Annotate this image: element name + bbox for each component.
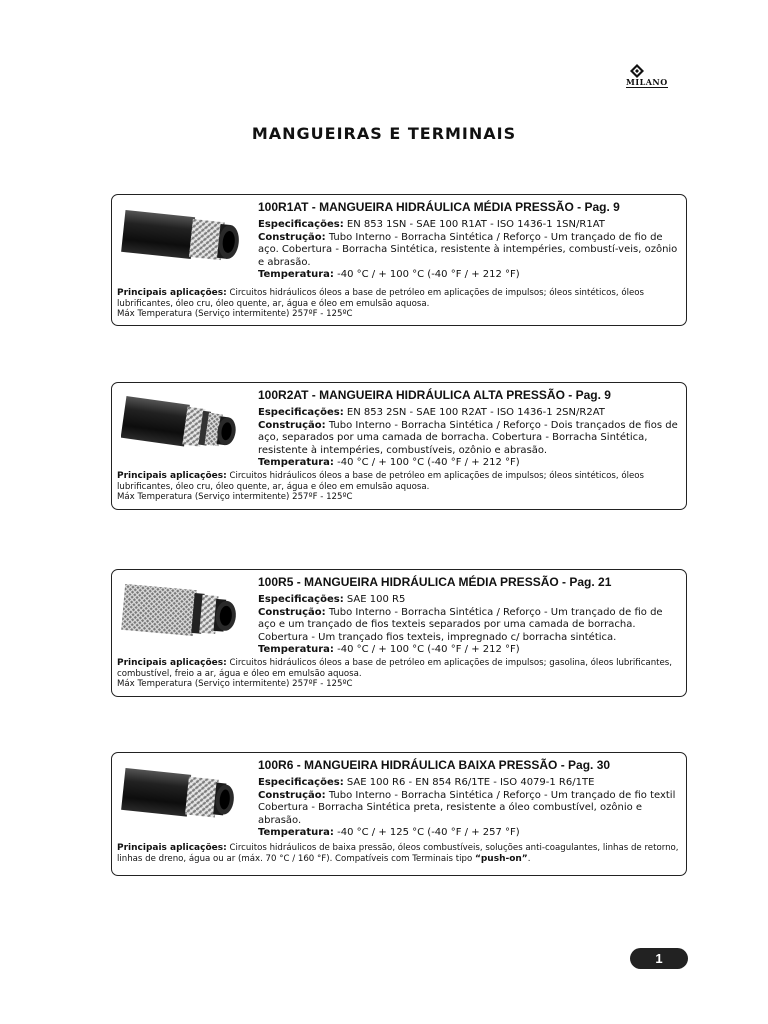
construction-value: Tubo Interno - Borracha Sintética / Reforço - Dois trançados de fios de aço, separados por uma camada de borracha. Cobertura - Borracha Sintética, resistente à intempéries, combustíveis, ozônio e abrasão. [258, 419, 678, 456]
spec-value: EN 853 1SN - SAE 100 R1AT - ISO 1436-1 1SN/R1AT [346, 219, 605, 230]
spec-label: Especificações: [258, 219, 344, 230]
applications [117, 288, 683, 320]
product-specs [258, 407, 682, 470]
apps-value: Circuitos hidráulicos óleos a base de petróleo em aplicações de impulsos; óleos sintéticos, óleos lubrificantes, óleo cru, óleo quente, ar, água e óleo em emulsão aquosa. [117, 471, 644, 492]
temperature-label: Temperatura: [258, 827, 334, 838]
applications [117, 471, 683, 503]
apps-value: Circuitos hidráulicos óleos a base de petróleo em aplicações de impulsos; gasolina, óleos lubrificantes, combustível, freio a ar, água e óleo em emulsão aquosa. [117, 658, 673, 679]
max-temp: Máx Temperatura (Serviço intermitente) 257ºF - 125ºC [117, 679, 353, 689]
spec-label: Especificações: [258, 777, 344, 788]
product-specs [258, 777, 682, 840]
hose-textile-cover-image [121, 579, 243, 645]
apps-label: Principais aplicações: [117, 658, 227, 668]
temperature-value: -40 °C / + 100 °C (-40 °F / + 212 °F) [337, 457, 520, 468]
apps-label: Principais aplicações: [117, 471, 227, 481]
hose-textile-braid-image [121, 762, 243, 828]
construction-label: Construção: [258, 231, 326, 243]
construction-value: Tubo Interno - Borracha Sintética / Reforço - Um trançado de fio de aço. Cobertura - Borracha Sintética, resistente à intempéries, combustí-veis, ozônio e abrasão. [258, 231, 678, 268]
brand-logo [608, 60, 680, 92]
product-card-100r1at [111, 194, 687, 326]
temperature-value: -40 °C / + 125 °C (-40 °F / + 257 °F) [337, 827, 520, 838]
max-temp: Máx Temperatura (Serviço intermitente) 257ºF - 125ºC [117, 492, 353, 502]
product-specs [258, 219, 682, 282]
construction-label: Construção: [258, 606, 326, 618]
construction-value: Tubo Interno - Borracha Sintética / Reforço - Um trançado de fio textil Cobertura - Borracha Sintética preta, resistente a óleo combustível, ozônio e abrasão. [258, 789, 676, 826]
push-on-highlight: “push-on” [474, 853, 528, 864]
temperature-label: Temperatura: [258, 644, 334, 655]
applications [117, 843, 683, 864]
product-specs [258, 594, 682, 657]
apps-label: Principais aplicações: [117, 843, 227, 853]
construction-label: Construção: [258, 789, 326, 801]
diamond-logo-icon [630, 64, 644, 78]
page-title: MANGUEIRAS E TERMINAIS [251, 124, 517, 143]
spec-value: SAE 100 R5 [346, 594, 406, 605]
product-card-100r6 [111, 752, 687, 876]
temperature-value: -40 °C / + 100 °C (-40 °F / + 212 °F) [337, 269, 520, 280]
applications [117, 658, 683, 690]
spec-label: Especificações: [258, 594, 344, 605]
spec-value: SAE 100 R6 - EN 854 R6/1TE - ISO 4079-1 R6/1TE [346, 777, 595, 788]
apps-label: Principais aplicações: [117, 288, 227, 298]
product-heading: 100R1AT - MANGUEIRA HIDRÁULICA MÉDIA PRESSÃO - Pag. 9 [258, 200, 620, 214]
apps-suffix: . [527, 853, 531, 864]
temperature-label: Temperatura: [258, 269, 334, 280]
spec-label: Especificações: [258, 407, 344, 418]
product-heading: 100R5 - MANGUEIRA HIDRÁULICA MÉDIA PRESSÃO - Pag. 21 [258, 575, 612, 589]
spec-value: EN 853 2SN - SAE 100 R2AT - ISO 1436-1 2SN/R2AT [346, 407, 605, 418]
hose-single-wire-braid-image [121, 204, 243, 270]
product-heading: 100R6 - MANGUEIRA HIDRÁULICA BAIXA PRESSÃO - Pag. 30 [258, 758, 611, 772]
construction-label: Construção: [258, 419, 326, 431]
product-heading: 100R2AT - MANGUEIRA HIDRÁULICA ALTA PRESSÃO - Pag. 9 [258, 388, 611, 402]
page-number-badge: 1 [630, 948, 688, 969]
apps-value: Circuitos hidráulicos óleos a base de petróleo em aplicações de impulsos; óleos sintéticos, óleos lubrificantes, óleo cru, óleo quente, ar, água e óleo em emulsão aquosa. [117, 288, 644, 309]
apps-value: Circuitos hidráulicos de baixa pressão, óleos combustíveis, soluções anti-coagulantes, linhas de retorno, linhas de dreno, água ou ar (máx. 70 °C / 160 °F). Compatíveis com Terminais tipo [117, 843, 679, 864]
temperature-value: -40 °C / + 100 °C (-40 °F / + 212 °F) [337, 644, 520, 655]
construction-value: Tubo Interno - Borracha Sintética / Reforço - Um trançado de fio de aço e um trançado de fios texteis separados por uma camada de borracha. Cobertura - Um trançado fios texteis, impregnado c/ borracha sintética. [258, 606, 663, 643]
product-card-100r5 [111, 569, 687, 697]
max-temp: Máx Temperatura (Serviço intermitente) 257ºF - 125ºC [117, 309, 353, 319]
hose-double-wire-braid-image [121, 392, 243, 458]
temperature-label: Temperatura: [258, 457, 334, 468]
product-card-100r2at [111, 382, 687, 510]
brand-name: MILANO [626, 77, 668, 87]
